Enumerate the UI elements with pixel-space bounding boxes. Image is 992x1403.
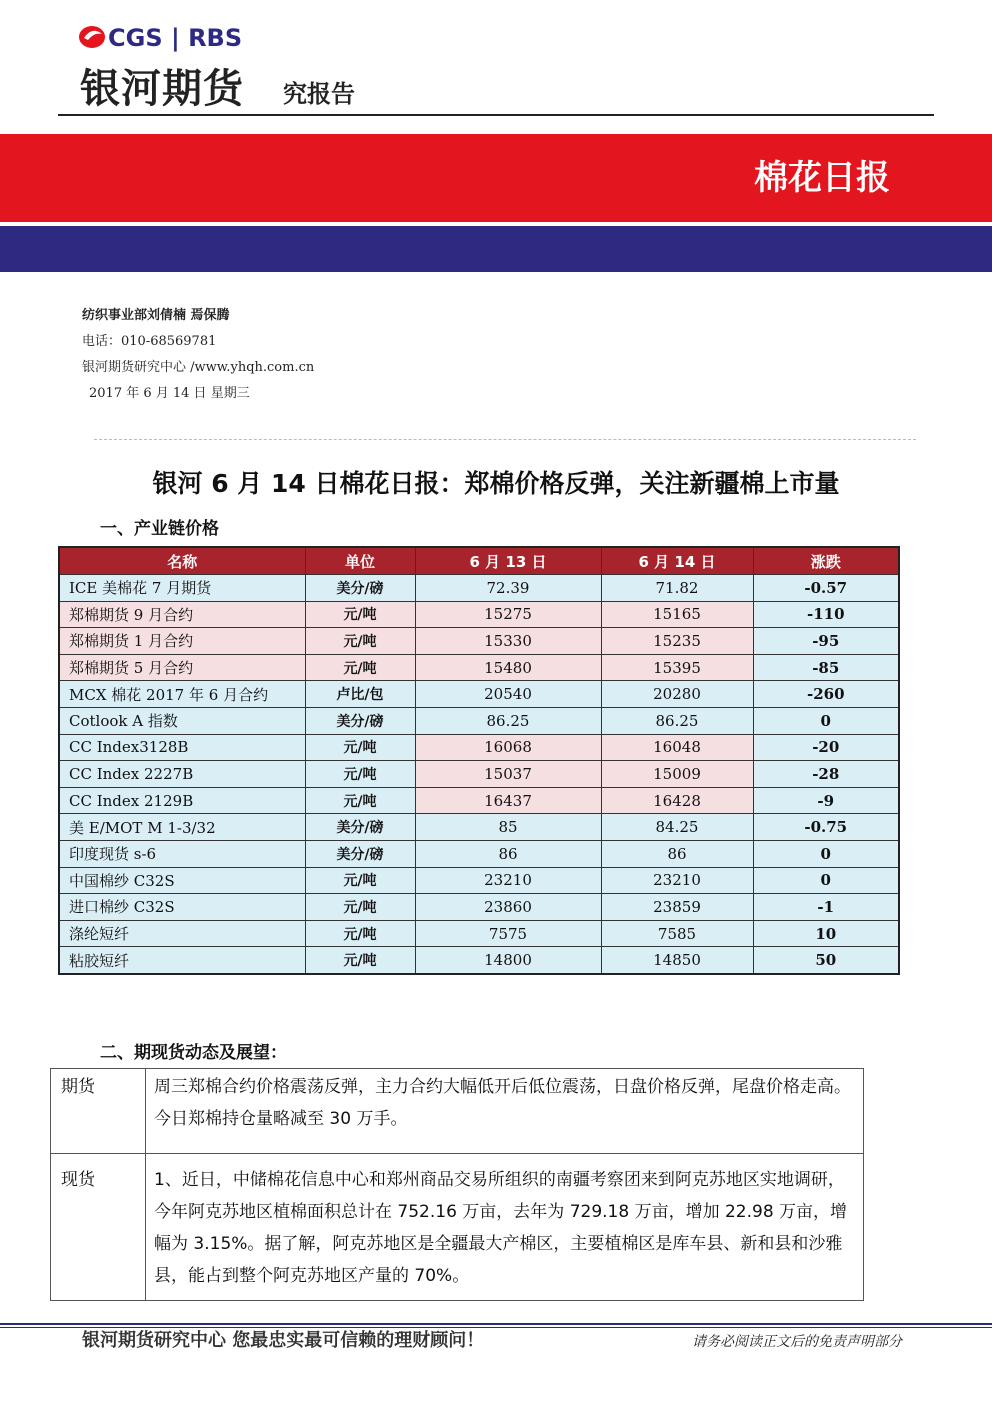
cell-unit: 卢比/包 — [305, 681, 415, 708]
phone-line: 电话：010-68569781 — [82, 334, 217, 349]
cell-unit: 美分/磅 — [305, 840, 415, 867]
col-header-d13: 6 月 13 日 — [415, 547, 601, 575]
col-header-name: 名称 — [59, 547, 305, 575]
cell-d13: 14800 — [415, 947, 601, 974]
cell-change: -1 — [753, 894, 899, 921]
table-row — [59, 814, 899, 841]
cell-d14: 16428 — [601, 787, 753, 814]
outlook-text: 周三郑棉合约价格震荡反弹，主力合约大幅低开后低位震荡，日盘价格反弹，尾盘价格走高。今日郑棉持仓量略减至 30 万手。 — [146, 1069, 864, 1154]
cell-change: -28 — [753, 761, 899, 788]
table-row — [59, 707, 899, 734]
cell-d13: 16068 — [415, 734, 601, 761]
table-row — [59, 681, 899, 708]
footer-slogan: 银河期货研究中心 您最忠实最可信赖的理财顾问！ — [82, 1330, 485, 1351]
table-row — [59, 894, 899, 921]
cell-d13: 23210 — [415, 867, 601, 894]
table-row — [59, 840, 899, 867]
brand-name: 银河期货 — [80, 66, 244, 112]
cell-d13: 23860 — [415, 894, 601, 921]
price-table-header — [59, 547, 899, 575]
logo-text: CGS | RBS — [108, 24, 243, 52]
cell-d13: 86.25 — [415, 707, 601, 734]
cell-unit: 元/吨 — [305, 787, 415, 814]
cell-d13: 15037 — [415, 761, 601, 788]
cell-d13: 16437 — [415, 787, 601, 814]
cell-d14: 20280 — [601, 681, 753, 708]
cell-d13: 15330 — [415, 628, 601, 655]
cell-unit: 元/吨 — [305, 654, 415, 681]
cell-name: CC Index 2227B — [59, 761, 305, 788]
outlook-row-spot — [51, 1154, 864, 1301]
cell-change: 0 — [753, 840, 899, 867]
cell-d14: 15395 — [601, 654, 753, 681]
cell-name: 进口棉纱 C32S — [59, 894, 305, 921]
cell-d14: 14850 — [601, 947, 753, 974]
cell-d13: 72.39 — [415, 575, 601, 602]
table-row — [59, 920, 899, 947]
cell-unit: 元/吨 — [305, 947, 415, 974]
header-rule — [58, 114, 934, 116]
report-date: 2017 年 6 月 14 日 星期三 — [89, 386, 250, 401]
cgs-rbs-logo — [78, 22, 278, 52]
section-heading-prices: 一、产业链价格 — [100, 519, 219, 539]
outlook-row-futures — [51, 1069, 864, 1154]
main-title: 银河 6 月 14 日棉花日报：郑棉价格反弹，关注新疆棉上市量 — [152, 469, 840, 498]
table-row — [59, 628, 899, 655]
outlook-text: 1、近日，中储棉花信息中心和郑州商品交易所组织的南疆考察团来到阿克苏地区实地调研，今年阿克苏地区植棉面积总计在 752.16 万亩，去年为 729.18 万亩，增加 22.98 万亩，增幅为 3.15%。据了解，阿克苏地区是全疆最大产棉区，主要植棉区是库车县、新和县和沙雅县，能占到整个阿克苏地区产量的 70%。 — [146, 1154, 864, 1301]
cell-d13: 7575 — [415, 920, 601, 947]
table-row — [59, 947, 899, 974]
cell-unit: 元/吨 — [305, 920, 415, 947]
cell-change: 0 — [753, 707, 899, 734]
cell-unit: 元/吨 — [305, 867, 415, 894]
footer-rule — [0, 1323, 992, 1325]
research-center-line: 银河期货研究中心 /www.yhqh.com.cn — [82, 360, 315, 375]
cell-d13: 15275 — [415, 601, 601, 628]
cell-name: 粘胶短纤 — [59, 947, 305, 974]
blue-banner — [0, 226, 992, 272]
cell-unit: 美分/磅 — [305, 575, 415, 602]
author-line: 纺织事业部刘倩楠 焉保腾 — [82, 308, 230, 323]
cell-unit: 美分/磅 — [305, 814, 415, 841]
cell-change: -20 — [753, 734, 899, 761]
cell-unit: 元/吨 — [305, 761, 415, 788]
cell-name: 郑棉期货 9 月合约 — [59, 601, 305, 628]
col-header-d14: 6 月 14 日 — [601, 547, 753, 575]
cell-d14: 86 — [601, 840, 753, 867]
table-row — [59, 734, 899, 761]
cell-d14: 7585 — [601, 920, 753, 947]
footer-disclaimer-note: 请务必阅读正文后的免责声明部分 — [692, 1334, 902, 1350]
cell-unit: 元/吨 — [305, 894, 415, 921]
table-row — [59, 575, 899, 602]
cell-d13: 85 — [415, 814, 601, 841]
cell-change: -0.57 — [753, 575, 899, 602]
cell-change: 0 — [753, 867, 899, 894]
cell-d14: 84.25 — [601, 814, 753, 841]
price-table — [58, 546, 900, 975]
cell-change: -85 — [753, 654, 899, 681]
cell-d14: 15009 — [601, 761, 753, 788]
cell-name: 美 E/MOT M 1-3/32 — [59, 814, 305, 841]
outlook-table — [50, 1068, 864, 1301]
cell-d13: 20540 — [415, 681, 601, 708]
cell-unit: 元/吨 — [305, 734, 415, 761]
brand-subtitle: 究报告 — [283, 80, 355, 108]
cell-unit: 元/吨 — [305, 601, 415, 628]
table-row — [59, 787, 899, 814]
table-row — [59, 601, 899, 628]
cell-name: 郑棉期货 5 月合约 — [59, 654, 305, 681]
cell-d14: 71.82 — [601, 575, 753, 602]
cell-name: CC Index3128B — [59, 734, 305, 761]
cell-d14: 23210 — [601, 867, 753, 894]
cell-d14: 16048 — [601, 734, 753, 761]
col-header-unit: 单位 — [305, 547, 415, 575]
cell-name: CC Index 2129B — [59, 787, 305, 814]
cell-d14: 23859 — [601, 894, 753, 921]
section-heading-outlook: 二、期现货动态及展望： — [100, 1043, 287, 1063]
table-row — [59, 654, 899, 681]
cell-change: 50 — [753, 947, 899, 974]
cell-d13: 86 — [415, 840, 601, 867]
cell-change: -0.75 — [753, 814, 899, 841]
cell-name: 中国棉纱 C32S — [59, 867, 305, 894]
cell-change: -260 — [753, 681, 899, 708]
report-title: 棉花日报 — [754, 158, 890, 198]
cell-unit: 元/吨 — [305, 628, 415, 655]
cell-d14: 15165 — [601, 601, 753, 628]
dashed-divider — [94, 439, 916, 440]
cell-change: -9 — [753, 787, 899, 814]
cell-name: 郑棉期货 1 月合约 — [59, 628, 305, 655]
cell-d14: 86.25 — [601, 707, 753, 734]
cell-name: Cotlook A 指数 — [59, 707, 305, 734]
cell-change: 10 — [753, 920, 899, 947]
cell-name: 涤纶短纤 — [59, 920, 305, 947]
outlook-label: 现货 — [51, 1154, 146, 1301]
cell-name: ICE 美棉花 7 月期货 — [59, 575, 305, 602]
price-table-body — [59, 575, 899, 974]
cell-name: MCX 棉花 2017 年 6 月合约 — [59, 681, 305, 708]
table-row — [59, 761, 899, 788]
cell-d13: 15480 — [415, 654, 601, 681]
cell-unit: 美分/磅 — [305, 707, 415, 734]
outlook-label: 期货 — [51, 1069, 146, 1154]
cell-change: -95 — [753, 628, 899, 655]
cell-change: -110 — [753, 601, 899, 628]
table-row — [59, 867, 899, 894]
col-header-change: 涨跌 — [753, 547, 899, 575]
cell-name: 印度现货 s-6 — [59, 840, 305, 867]
cell-d14: 15235 — [601, 628, 753, 655]
